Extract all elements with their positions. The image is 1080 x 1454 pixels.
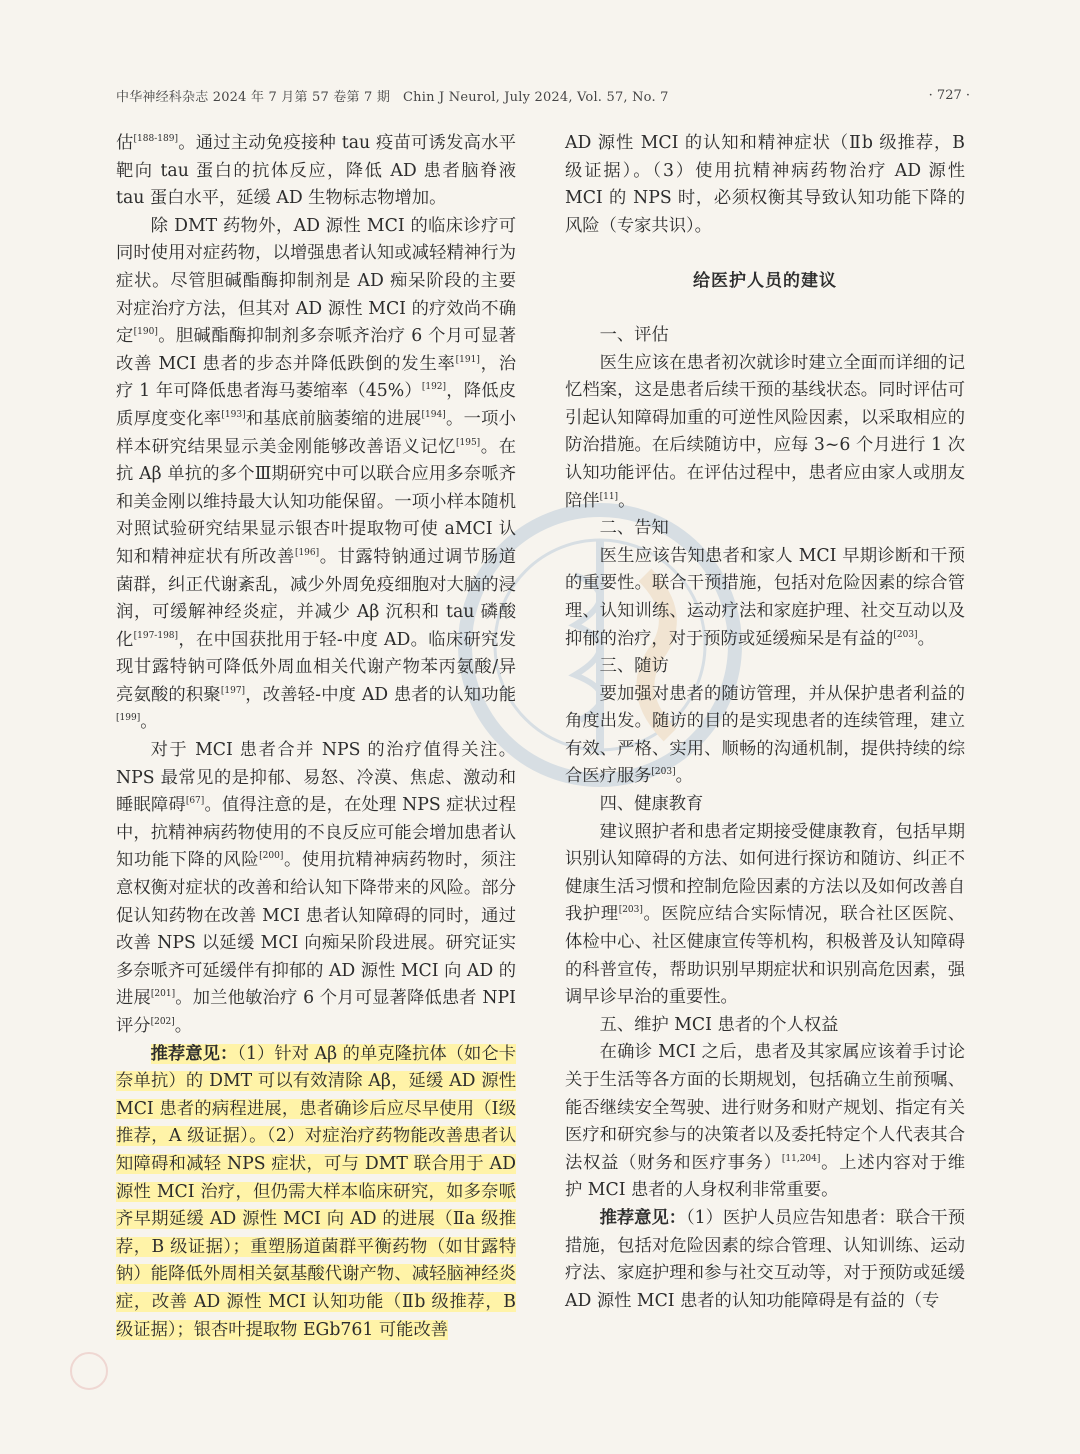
citation-ref: [200]	[259, 851, 284, 862]
citation-ref: [199]	[116, 713, 141, 724]
journal-citation	[116, 86, 669, 105]
right-column	[565, 130, 965, 1315]
text-span: 。值得注意的是，在处理 NPS 症状过程中，抗精神病药物使用的不良反应可能会增加患者认知功能下降的风险	[116, 795, 516, 871]
recommendation-lead: 推荐意见：	[599, 1207, 687, 1228]
citation-ref: [188-189]	[133, 134, 178, 145]
recommendation-lead: 推荐意见：	[150, 1043, 238, 1064]
citation-ref: [190]	[133, 327, 158, 338]
recommendation-text: （1）医护人员应告知患者：联合干预措施，包括对危险因素的综合管理、认知训练、运动疗法、家庭护理和参与社交互动等，对于预防或延缓 AD 源性 MCI 患者的认知功能障碍是有益的（专	[565, 1207, 965, 1311]
text-span: 。	[675, 766, 693, 787]
text-span: 。在抗 Aβ 单抗的多个Ⅲ期研究中可以联合应用多奈哌齐和美金刚以维持最大认知功能保留。一项小样本随机对照试验研究结果显示银杏叶提取物可使 aMCI 认知和精神症状有所改善	[116, 436, 516, 567]
subsection-heading: 三、随访	[599, 656, 669, 677]
text-span: ，改善轻-中度 AD 患者的认知功能	[245, 684, 516, 705]
running-header	[116, 86, 970, 105]
subsection-heading: 五、维护 MCI 患者的个人权益	[599, 1014, 839, 1035]
paragraph	[565, 130, 965, 240]
citation-ref: [202]	[150, 1017, 175, 1028]
citation-ref: [194]	[421, 410, 446, 421]
text-span: ，降低皮质厚度变化率	[116, 381, 516, 429]
citation-ref: [67]	[185, 796, 205, 807]
paragraph	[565, 819, 965, 1012]
text-span: 医生应该告知患者和家人 MCI 早期诊断和干预的重要性。联合干预措施，包括对危险因素的综合管理、认知训练、运动疗法和家庭护理、社交互动以及抑郁的治疗，对于预防或延缓痴呆是有益的	[565, 545, 965, 649]
text-span: 。加兰他敏治疗 6 个月可显著降低患者 NPI 评分	[116, 988, 516, 1036]
publisher-emblem-icon	[70, 1352, 108, 1390]
citation-ref: [201]	[150, 989, 176, 1000]
text-span: 。甘露特钠通过调节肠道菌群，纠正代谢紊乱，减少外周免疫细胞对大脑的浸润，可缓解神经炎症，并减少 Aβ 沉积和 tau 磷酸化	[116, 546, 516, 650]
text-span: 。	[174, 1016, 193, 1036]
text-span: 。通过主动免疫接种 tau 疫苗可诱发高水平靶向 tau 蛋白的抗体反应，降低 AD 患者脑脊液 tau 蛋白水平，延缓 AD 生物标志物增加。	[116, 133, 516, 209]
citation-ref: [11]	[599, 491, 619, 502]
text-span: 估	[116, 133, 134, 153]
text-span: 。使用抗精神病药物时，须注意权衡对症状的改善和给认知下降带来的风险。部分促认知药物在改善 MCI 患者认知障碍的同时，通过改善 NPS 以延缓 MCI 向痴呆阶段进展。研究证实多奈哌齐可延缓伴有抑郁的 AD 源性 MCI 向 AD 的进展	[116, 850, 516, 1009]
text-span: 。上述内容对于维护 MCI 患者的人身权利非常重要。	[565, 1152, 965, 1201]
citation-ref: [197-198]	[133, 630, 179, 641]
text-span: ，在中国获批用于轻-中度 AD。临床研究发现甘露特钠可降低外周血相关代谢产物苯丙氨酸/异亮氨酸的积聚	[116, 629, 516, 705]
recommendation-text: （1）针对 Aβ 的单克隆抗体（如仑卡奈单抗）的 DMT 可以有效清除 Aβ，延缓 AD 源性 MCI 患者的病程进展，患者确诊后应尽早使用（Ⅰ级推荐，A 级证据）。（2）对症治疗药物能改善患者认知障碍和减轻 NPS 症状，可与 DMT 联合用于 AD 源性 MCI 治疗，但仍需大样本临床研究，如多奈哌齐早期延缓 AD 源性 MCI 向 AD 的进展（Ⅱa 级推荐，B 级证据）；重塑肠道菌群平衡药物（如甘露特钠）能降低外周相关氨基酸代谢产物、减轻脑神经炎症，改善 AD 源性 MCI 认知功能（Ⅱb 级推荐，B 级证据）；银杏叶提取物 EGb761 可能改善	[116, 1043, 516, 1340]
recommendation-block	[116, 1041, 516, 1345]
citation-ref: [203]	[651, 767, 676, 778]
text-span: 。医院应结合实际情况，联合社区医院、体检中心、社区健康宣传等机构，积极普及认知障碍的科普宣传，帮助识别早期症状和识别高危因素，强调早诊早治的重要性。	[565, 904, 965, 1008]
paragraph	[116, 737, 516, 1041]
text-span: 。	[618, 490, 636, 511]
text-span: 。一项小样本研究结果显示美金刚能够改善语义记忆	[116, 408, 516, 457]
subsection-heading: 一、评估	[599, 324, 669, 345]
paragraph	[565, 1039, 965, 1205]
journal-cn: 中华神经科杂志 2024 年 7 月第 57 卷第 7 期	[116, 90, 391, 105]
text-span: 要加强对患者的随访管理，并从保护患者利益的角度出发。随访的目的是实现患者的连续管理，建立有效、严格、实用、顺畅的沟通机制，提供持续的综合医疗服务	[565, 683, 965, 787]
text-span: 医生应该在患者初次就诊时建立全面而详细的记忆档案，这是患者后续干预的基线状态。同时评估可引起认知障碍加重的可逆性风险因素，以采取相应的防治措施。在后续随访中，应每 3~6 个月进行 1 次认知功能评估。在评估过程中，患者应由家人或朋友陪伴	[565, 352, 965, 511]
text-span: ，治疗 1 年可降低患者海马萎缩率（45%）	[116, 353, 516, 402]
text-span: 在确诊 MCI 之后，患者及其家属应该着手讨论关于生活等各方面的长期规划，包括确立生前预嘱、能否继续安全驾驶、进行财务和财产规划、指定有关医疗和研究参与的决策者以及委托特定个人代表其合法权益（财务和医疗事务）	[565, 1042, 965, 1173]
citation-ref: [196]	[294, 548, 320, 559]
text-span: 除 DMT 药物外，AD 源性 MCI 的临床诊疗可同时使用对症药物，以增强患者认知或减轻精神行为症状。尽管胆碱酯酶抑制剂是 AD 痴呆阶段的主要对症治疗方法，但其对 AD 源性 MCI 的疗效尚不确定	[116, 215, 516, 347]
citation-ref: [197]	[220, 686, 246, 697]
section-title: 给医护人员的建议	[693, 271, 837, 292]
left-column	[116, 130, 516, 1344]
subsection-heading: 二、告知	[599, 518, 669, 539]
paragraph	[565, 350, 965, 516]
paragraph	[116, 213, 516, 737]
paragraph	[565, 543, 965, 653]
text-span: 对于 MCI 患者合并 NPS 的治疗值得关注。NPS 最常见的是抑郁、易怒、冷漠、焦虑、激动和睡眠障碍	[116, 740, 516, 816]
citation-ref: [195]	[455, 437, 481, 448]
citation-ref: [203]	[618, 905, 643, 916]
citation-ref: [192]	[421, 382, 447, 393]
citation-ref: [193]	[221, 410, 246, 421]
paragraph	[565, 681, 965, 791]
text-span: 建议照护者和患者定期接受健康教育，包括早期识别认知障碍的方法、如何进行探访和随访、纠正不健康生活习惯和控制危险因素的方法以及如何改善自我护理	[565, 821, 965, 925]
paragraph	[116, 130, 516, 213]
page-number: · 727 ·	[928, 88, 970, 103]
citation-ref: [203]	[893, 629, 918, 640]
text-span: 。	[140, 712, 158, 733]
publisher-logo	[70, 1352, 490, 1392]
recommendation-block	[565, 1205, 965, 1315]
recommendation-continued: AD 源性 MCI 的认知和精神症状（Ⅱb 级推荐，B 级证据）。（3）使用抗精神病药物治疗 AD 源性 MCI 的 NPS 时，必须权衡其导致认知功能下降的风险（专家共识）。	[565, 133, 965, 236]
text-span: 。胆碱酯酶抑制剂多奈哌齐治疗 6 个月可显著改善 MCI 患者的步态并降低跌倒的发生率	[116, 326, 516, 374]
subsection-heading: 四、健康教育	[599, 794, 704, 815]
text-span: 。	[917, 628, 935, 649]
text-span: 和基底前脑萎缩的进展	[245, 408, 422, 429]
citation-ref: [11,204]	[781, 1154, 821, 1165]
citation-ref: [191]	[455, 354, 480, 365]
journal-en: Chin J Neurol, July 2024, Vol. 57, No. 7	[403, 90, 669, 105]
